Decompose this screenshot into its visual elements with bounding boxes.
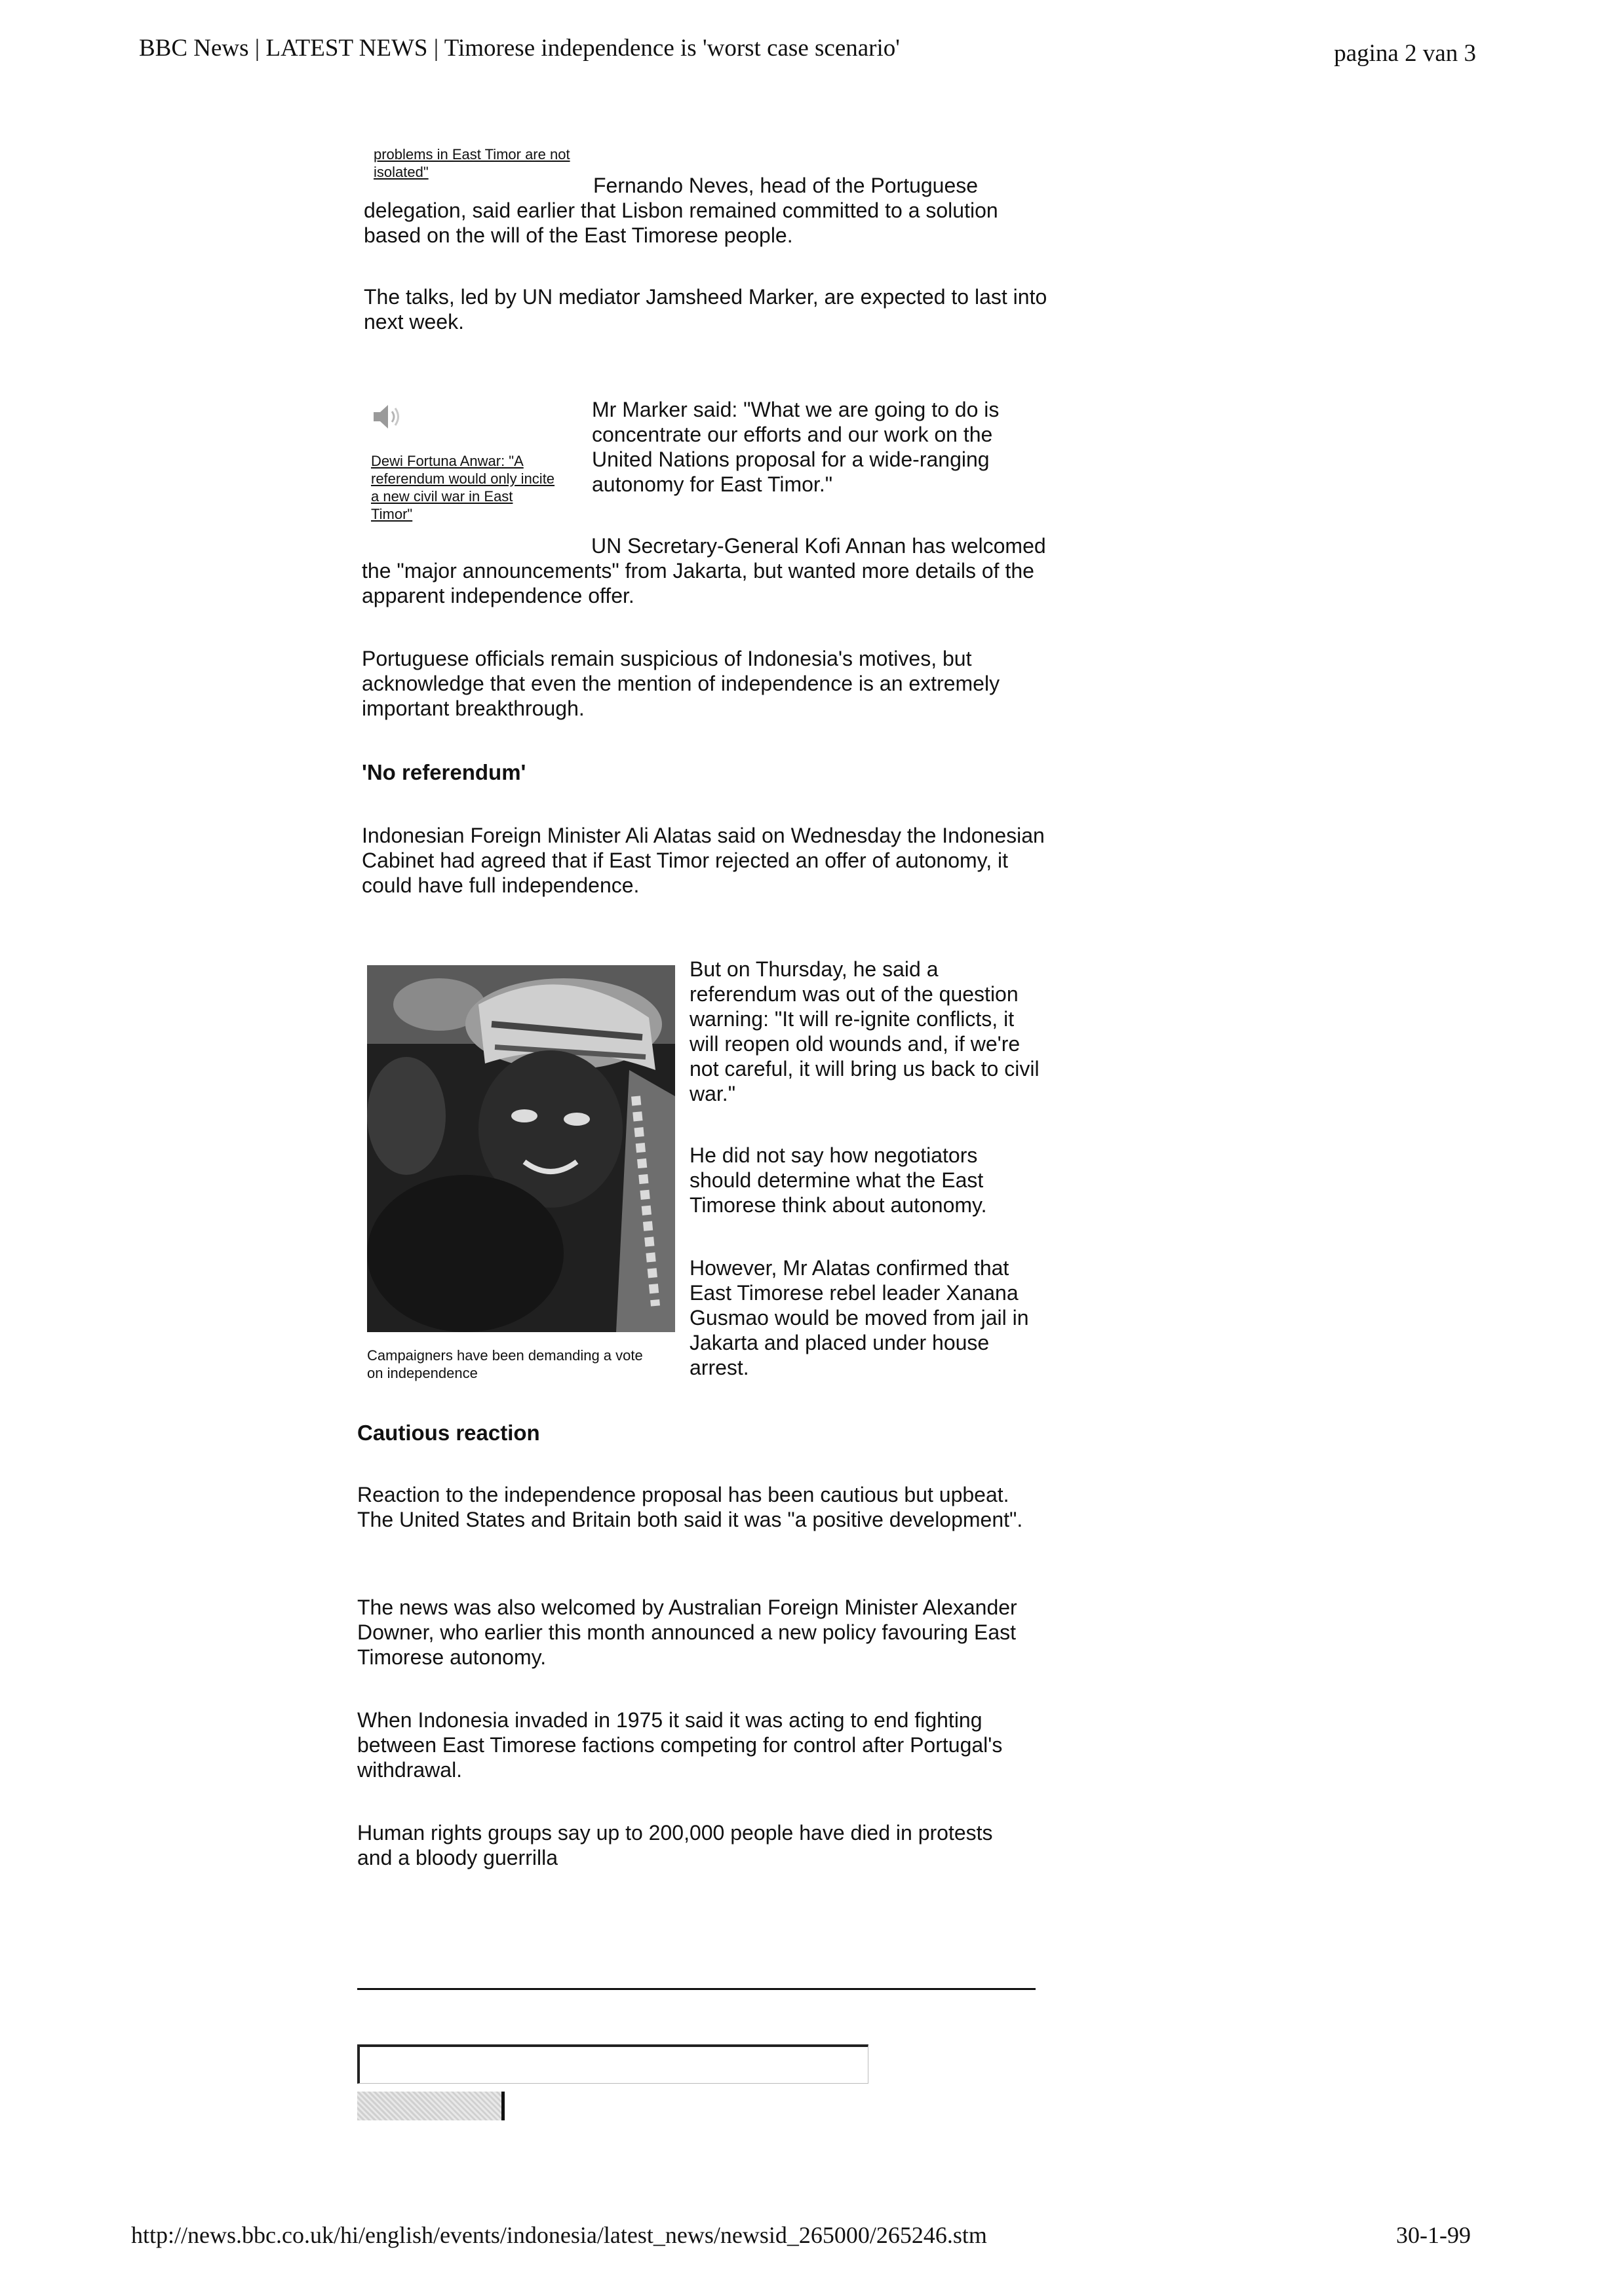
paragraph-5: Portuguese officials remain suspicious of Indonesia's motives, but acknowledge that even the mention of independence is an extremely important breakthrough. xyxy=(362,647,1000,720)
paragraph-13: Human rights groups say up to 200,000 people have died in protests and a bloody guerrilla xyxy=(357,1821,993,1869)
paragraph-12: When Indonesia invaded in 1975 it said it was acting to end fighting between East Timorese factions competing for control after Portugal's withdrawal. xyxy=(357,1708,1003,1782)
paragraph-10: Reaction to the independence proposal has been cautious but upbeat. The United States and Britain both said it was "a positive development". xyxy=(357,1483,1023,1531)
paragraph-2: The talks, led by UN mediator Jamsheed Marker, are expected to last into next week. xyxy=(364,285,1047,334)
paragraph-7: But on Thursday, he said a referendum was out of the question warning: "It will re-ignite conflicts, it will reopen old wounds and, if we're not careful, it will bring us back to civil war." xyxy=(690,957,1040,1105)
print-header-title: BBC News | LATEST NEWS | Timorese independence is 'worst case scenario' xyxy=(139,35,900,62)
horizontal-divider xyxy=(357,1988,1036,1990)
submit-button[interactable] xyxy=(357,2092,505,2120)
paragraph-3: Mr Marker said: "What we are going to do is concentrate our efforts and our work on the United Nations proposal for a wide-ranging autonomy for East Timor." xyxy=(592,398,1000,496)
print-footer-date: 30-1-99 xyxy=(1396,2222,1471,2248)
page-indicator: pagina 2 van 3 xyxy=(1334,40,1476,67)
photo-caption: Campaigners have been demanding a vote on independence xyxy=(367,1347,643,1381)
print-footer-url: http://news.bbc.co.uk/hi/english/events/indonesia/latest_news/newsid_265000/265246.stm xyxy=(131,2222,987,2248)
text-input-field[interactable] xyxy=(357,2044,868,2084)
paragraph-6: Indonesian Foreign Minister Ali Alatas said on Wednesday the Indonesian Cabinet had agreed that if East Timor rejected an offer of autonomy, it could have full independence. xyxy=(362,824,1045,897)
section-heading-cautious-reaction: Cautious reaction xyxy=(357,1421,540,1445)
paragraph-9: However, Mr Alatas confirmed that East Timorese rebel leader Xanana Gusmao would be moved from jail in Jakarta and placed under house arrest. xyxy=(690,1256,1029,1379)
section-heading-no-referendum: 'No referendum' xyxy=(362,760,526,784)
paragraph-11: The news was also welcomed by Australian Foreign Minister Alexander Downer, who earlier this month announced a new policy favouring East Timorese autonomy. xyxy=(357,1596,1017,1669)
paragraph-8: He did not say how negotiators should determine what the East Timorese think about autonomy. xyxy=(690,1143,987,1217)
quote-caption-link[interactable]: problems in East Timor are not isolated" xyxy=(374,146,570,180)
paragraph-4: UN Secretary-General Kofi Annan has welcomed the "major announcements" from Jakarta, but wanted more details of the apparent independence offer. xyxy=(362,534,1046,607)
campaigners-photo xyxy=(367,965,675,1332)
speaker-icon[interactable] xyxy=(371,401,410,432)
audio-caption-link[interactable]: Dewi Fortuna Anwar: "A referendum would only incite a new civil war in East Timor" xyxy=(371,453,555,522)
paragraph-1: Fernando Neves, head of the Portuguese delegation, said earlier that Lisbon remained committed to a solution based on the will of the East Timorese people. xyxy=(364,174,998,247)
